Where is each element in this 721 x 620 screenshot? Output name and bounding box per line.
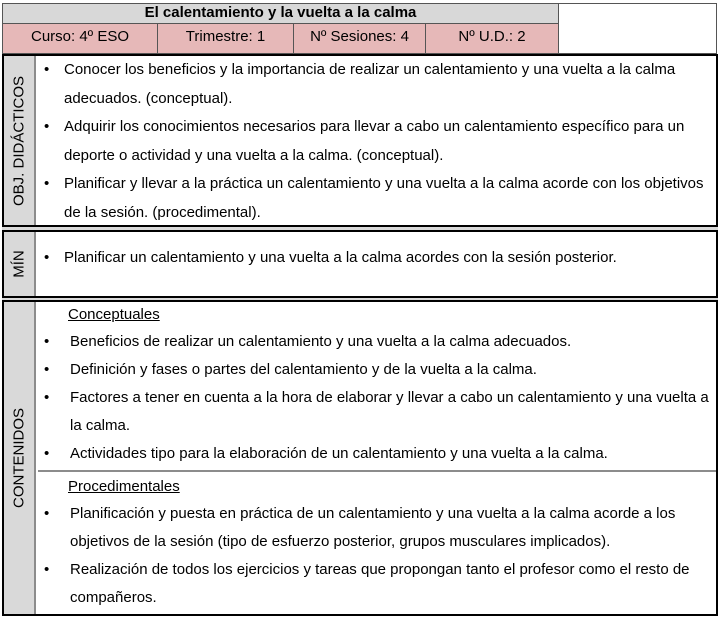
curso-cell: Curso: 4º ESO — [3, 24, 158, 53]
procedimentales-list — [38, 500, 716, 612]
conceptuales-list — [38, 328, 716, 468]
minimos-list — [38, 244, 714, 273]
list-item: • Factores a tener en cuenta a la hora de elaborar y llevar a cabo un calentamiento y una vuelta a la calma. — [38, 384, 716, 440]
sesiones-cell: Nº Sesiones: 4 — [294, 24, 426, 53]
contenidos-label-cell — [4, 302, 36, 614]
list-item: • Planificar y llevar a la práctica un calentamiento y una vuelta a la calma acorde con los objetivos de la sesión. (procedimental). — [38, 170, 714, 227]
list-item: • Planificación y puesta en práctica de un calentamiento y una vuelta a la calma acorde a los objetivos de la sesión (tipo de esfuerzo posterior, grupos musculares implicados). — [38, 500, 716, 556]
minimos-label: MÍN — [10, 250, 28, 278]
minimos-label-cell — [4, 232, 36, 296]
list-item: • Actividades tipo para la elaboración de un calentamiento y una vuelta a la calma. — [38, 440, 716, 468]
procedimentales-heading: Procedimentales — [68, 478, 180, 495]
header-table — [2, 3, 559, 54]
objetivos-label-cell — [4, 56, 36, 225]
objetivos-label: OBJ. DIDÁCTICOS — [10, 75, 28, 206]
conceptuales-block — [38, 302, 716, 472]
minimos-section — [2, 230, 718, 298]
list-item: • Beneficios de realizar un calentamiento y una vuelta a la calma adecuados. — [38, 328, 716, 356]
ud-cell: Nº U.D.: 2 — [426, 24, 558, 53]
procedimentales-block — [38, 474, 716, 612]
conceptuales-heading: Conceptuales — [68, 306, 160, 323]
list-item: • Definición y fases o partes del calentamiento y de la vuelta a la calma. — [38, 356, 716, 384]
objetivos-section — [2, 54, 718, 227]
objetivos-list — [38, 56, 714, 227]
list-item: • Adquirir los conocimientos necesarios para llevar a cabo un calentamiento específico para un deporte o actividad y una vuelta a la calma. (conceptual). — [38, 113, 714, 170]
list-item: • Conocer los beneficios y la importancia de realizar un calentamiento y una vuelta a la calma adecuados. (conceptual). — [38, 56, 714, 113]
list-item: • Planificar un calentamiento y una vuelta a la calma acordes con la sesión posterior. — [38, 244, 714, 273]
list-item: • Realización de todos los ejercicios y tareas que propongan tanto el profesor como el resto de compañeros. — [38, 556, 716, 612]
trimestre-cell: Trimestre: 1 — [158, 24, 294, 53]
page-title: El calentamiento y la vuelta a la calma — [3, 4, 558, 24]
header-blank-cell — [559, 3, 717, 54]
contenidos-label: CONTENIDOS — [10, 407, 28, 509]
contenidos-section — [2, 300, 718, 616]
